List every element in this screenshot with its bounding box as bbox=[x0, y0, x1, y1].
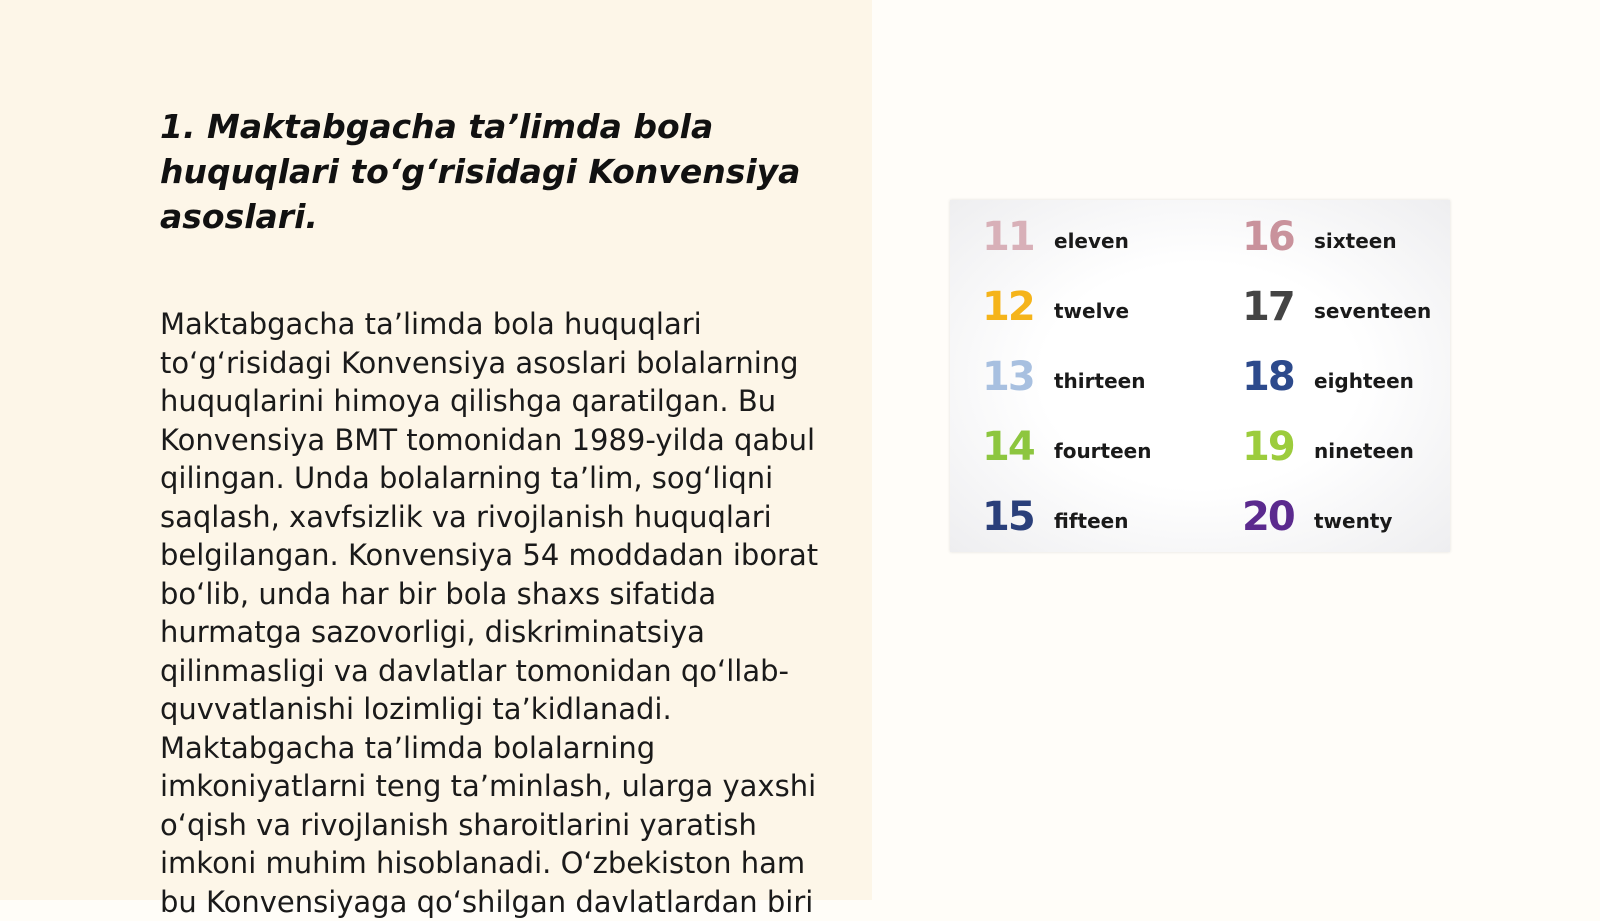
word-nineteen: nineteen bbox=[1314, 439, 1414, 463]
number-14: 14 bbox=[982, 424, 1034, 470]
number-row-17 bbox=[1242, 282, 1431, 332]
number-20: 20 bbox=[1242, 494, 1294, 540]
number-row-12 bbox=[982, 282, 1129, 332]
number-row-13 bbox=[982, 352, 1145, 402]
word-fourteen: fourteen bbox=[1054, 439, 1152, 463]
number-row-11 bbox=[982, 212, 1129, 262]
number-13: 13 bbox=[982, 354, 1034, 400]
number-19: 19 bbox=[1242, 424, 1294, 470]
word-fifteen: fifteen bbox=[1054, 509, 1129, 533]
number-17: 17 bbox=[1242, 284, 1294, 330]
slide-title: 1. Maktabgacha ta’limda bola huquqlari to‘g‘risidagi Konvensiya asoslari. bbox=[160, 107, 801, 236]
number-row-14 bbox=[982, 422, 1151, 472]
number-row-18 bbox=[1242, 352, 1414, 402]
word-eleven: eleven bbox=[1054, 229, 1129, 253]
numbers-illustration bbox=[950, 200, 1450, 552]
word-twenty: twenty bbox=[1314, 509, 1393, 533]
word-seventeen: seventeen bbox=[1314, 299, 1432, 323]
word-thirteen: thirteen bbox=[1054, 369, 1146, 393]
number-row-15 bbox=[982, 492, 1128, 542]
number-12: 12 bbox=[982, 284, 1034, 330]
number-row-16 bbox=[1242, 212, 1397, 262]
number-row-19 bbox=[1242, 422, 1414, 472]
number-18: 18 bbox=[1242, 354, 1294, 400]
word-eighteen: eighteen bbox=[1314, 369, 1414, 393]
number-11: 11 bbox=[982, 214, 1034, 260]
number-row-20 bbox=[1242, 492, 1392, 542]
number-15: 15 bbox=[982, 494, 1034, 540]
slide-body-text: Maktabgacha ta’limda bola huquqlari to‘g‘risidagi Konvensiya asoslari bolalarning huquqlarini himoya qilishga qaratilgan. Bu Konvensiya BMT tomonidan 1989-yilda qabul qilingan. Unda bolalarning ta’lim, sog‘liqni saqlash, xavfsizlik va rivojlanish huquqlari belgilangan. Konvensiya 54 moddadan iborat bo‘lib, unda har bir bola shaxs sifatida hurmatga sazovorligi, diskriminatsiya qilinmasligi va davlatlar tomonidan qo‘llab-quvvatlanishi lozimligi ta’kidlanadi. Maktabgacha ta’limda bolalarning imkoniyatlarni teng ta’minlash, ularga yaxshi o‘qish va rivojlanish sharoitlarini yaratish imkoni muhim hisoblanadi. O‘zbekiston ham bu Konvensiyaga qo‘shilgan davlatlardan biri bbox=[160, 307, 819, 919]
number-16: 16 bbox=[1242, 214, 1294, 260]
word-twelve: twelve bbox=[1054, 299, 1130, 323]
word-sixteen: sixteen bbox=[1314, 229, 1397, 253]
